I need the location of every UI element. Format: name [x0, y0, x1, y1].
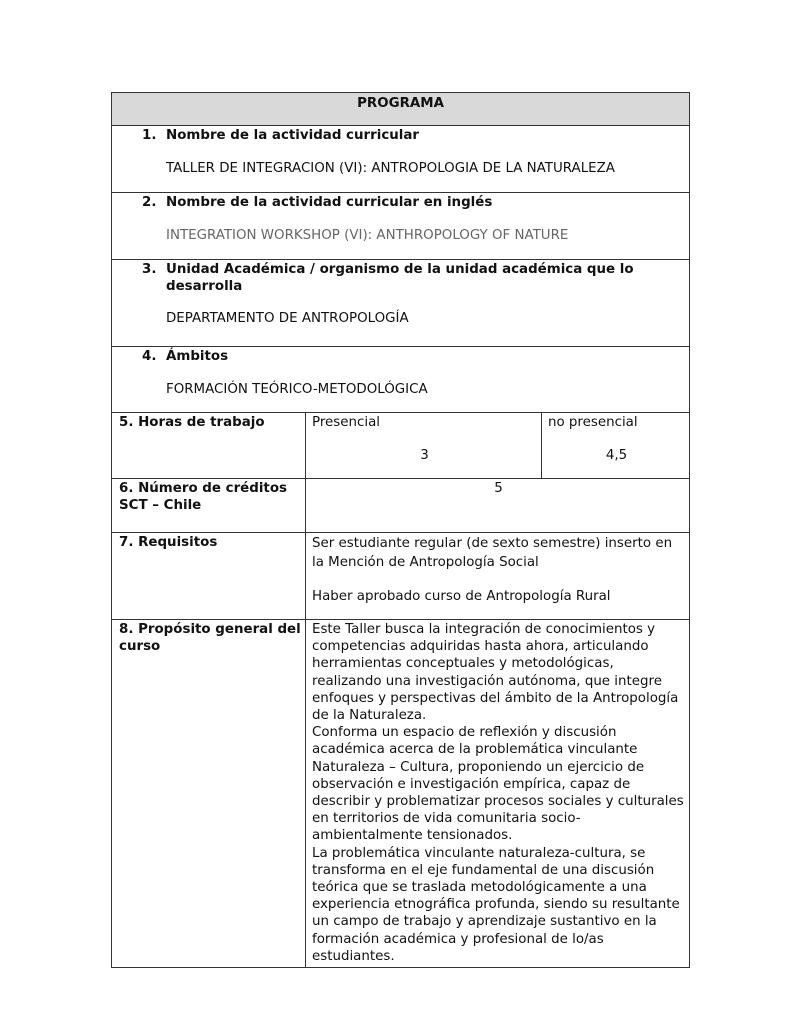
section-value: TALLER DE INTEGRACION (VI): ANTROPOLOGIA DE LA NATURALEZA	[166, 161, 615, 176]
requirement-1: Ser estudiante regular (de sexto semestre) inserto en la Mención de Antropología Social	[312, 536, 673, 570]
header-row	[112, 93, 690, 126]
presencial-value: 3	[420, 448, 429, 463]
section-scope	[112, 347, 690, 413]
purpose-paragraph-2: Conforma un espacio de reflexión y discusión académica acerca de la problemática vinculante Naturaleza – Cultura, proponiendo un ejercicio de observación e investigación empírica, capaz de describir y problematizar procesos sociales y culturales en territorios de vida comunitaria socio-ambientalmente tensionados.	[312, 725, 684, 844]
credits-row	[112, 479, 690, 533]
hours-label: 5. Horas de trabajo	[112, 413, 306, 479]
section-row-1	[112, 126, 690, 193]
no-presencial-label: no presencial	[548, 415, 638, 430]
requirements-label: 7. Requisitos	[112, 533, 306, 620]
purpose-cell	[306, 620, 690, 968]
section-title: Nombre de la actividad curricular en inglés	[166, 195, 493, 210]
credits-value: 5	[306, 479, 690, 533]
requirements-cell	[306, 533, 690, 620]
section-row-3	[112, 260, 690, 347]
no-presencial-value: 4,5	[605, 448, 628, 463]
section-value: DEPARTAMENTO DE ANTROPOLOGÍA	[166, 311, 409, 326]
section-number: 2.	[142, 195, 157, 210]
section-number: 3.	[142, 262, 157, 277]
purpose-paragraph-3: La problemática vinculante naturaleza-cultura, se transforma en el eje fundamental de una discusión teórica que se traslada metodológicamente a una experiencia etnográfica profunda, siendo su resultante un campo de trabajo y aprendizaje sustantivo en la formación académica y profesional de lo/as estudiantes.	[312, 845, 680, 964]
purpose-label: 8. Propósito general del curso	[112, 620, 306, 968]
section-row-2	[112, 193, 690, 260]
section-title: Ámbitos	[166, 349, 229, 364]
credits-label: 6. Número de créditos SCT – Chile	[112, 479, 306, 533]
table-header: PROGRAMA	[112, 93, 690, 126]
section-row-4	[112, 347, 690, 413]
section-number: 1.	[142, 128, 157, 143]
purpose-paragraph-1: Este Taller busca la integración de conocimientos y competencias adquiridas hasta ahora, articulando herramientas conceptuales y metodológicas, realizando una investigación autónoma, que integre enfoques y perspectivas del ámbito de la Antropología de la Naturaleza.	[312, 622, 679, 724]
presencial-cell	[306, 413, 542, 479]
section-value: FORMACIÓN TEÓRICO-METODOLÓGICA	[166, 382, 428, 397]
purpose-row	[112, 620, 690, 968]
section-value: INTEGRATION WORKSHOP (VI): ANTHROPOLOGY OF NATURE	[166, 228, 569, 243]
section-activity-name	[112, 126, 690, 193]
requirements-row	[112, 533, 690, 620]
hours-row	[112, 413, 690, 479]
program-document	[111, 92, 689, 968]
presencial-label: Presencial	[312, 415, 380, 430]
section-activity-name-english	[112, 193, 690, 260]
section-number: 4.	[142, 349, 157, 364]
program-table	[111, 92, 690, 968]
requirement-2: Haber aprobado curso de Antropología Rural	[312, 589, 611, 604]
section-title: Nombre de la actividad curricular	[166, 128, 420, 143]
section-academic-unit	[112, 260, 690, 347]
no-presencial-cell	[542, 413, 690, 479]
section-title: Unidad Académica / organismo de la unidad académica que lo desarrolla	[166, 262, 634, 294]
